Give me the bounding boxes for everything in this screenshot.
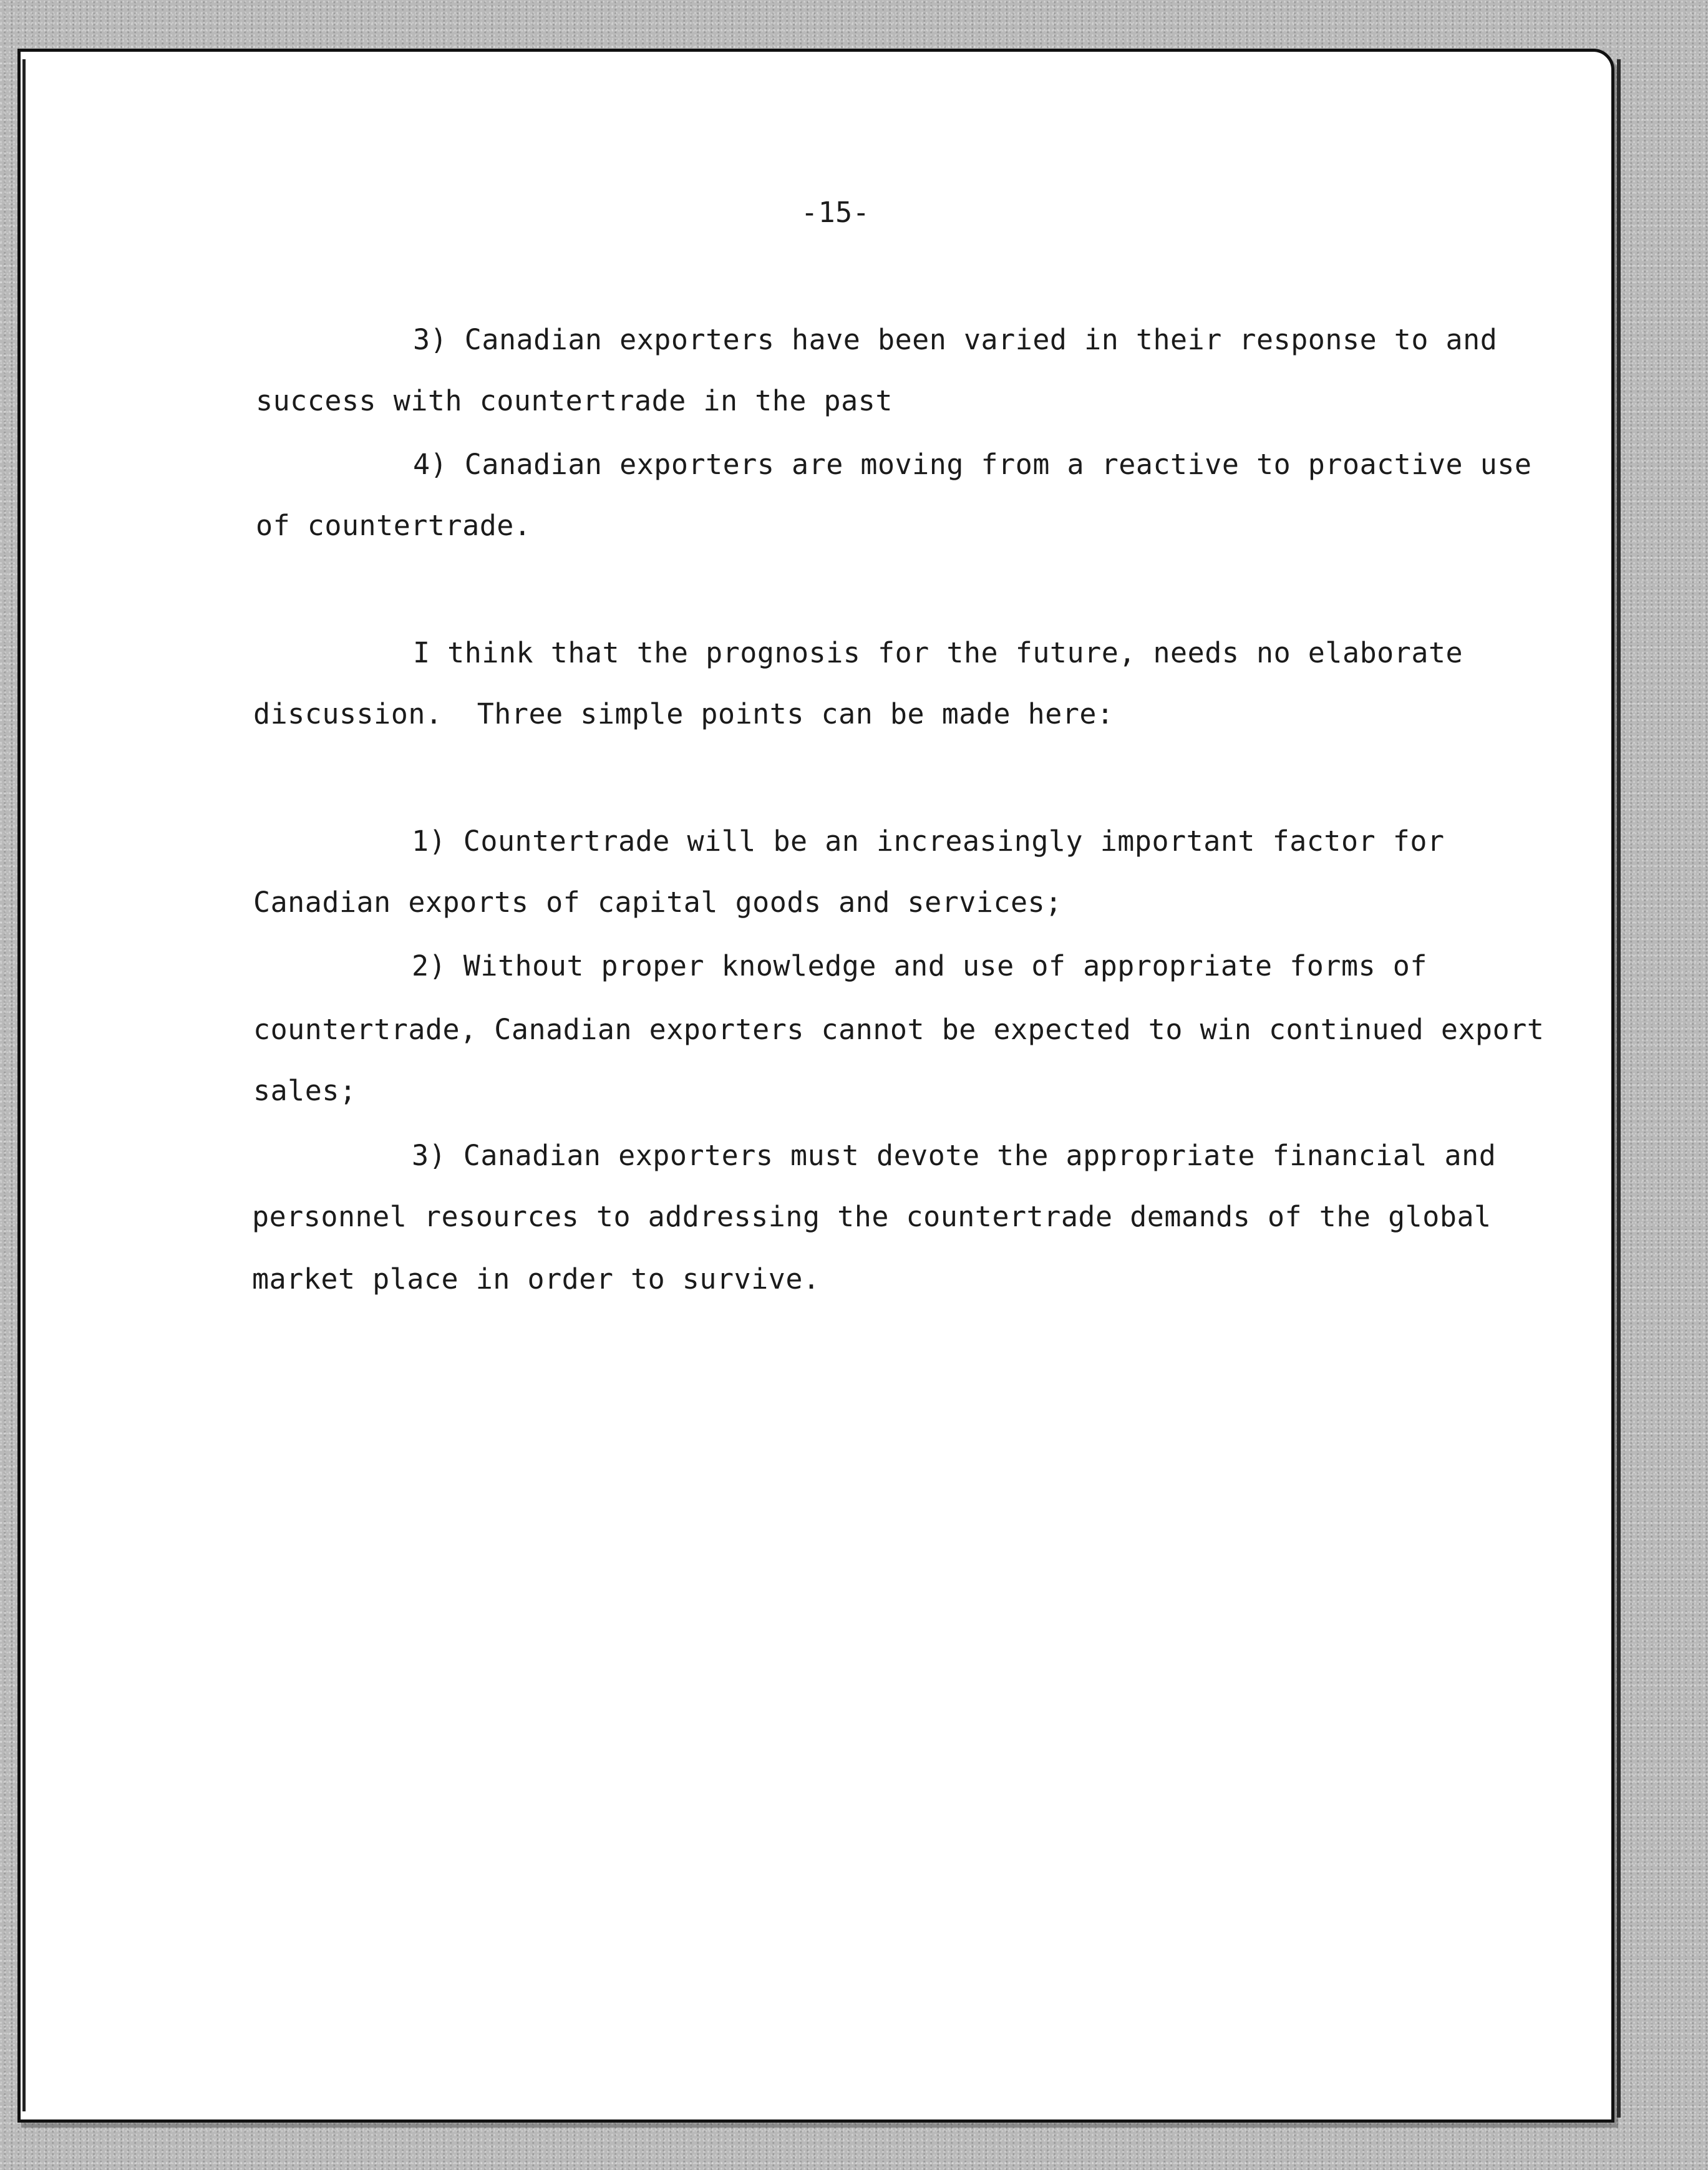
future-point-1-line-1: 1) Countertrade will be an increasingly important factor for	[412, 825, 1445, 858]
point-4-line-2: of countertrade.	[256, 509, 531, 542]
future-point-3-line-3: market place in order to survive.	[252, 1262, 820, 1296]
page-right-edge	[1617, 59, 1621, 2118]
future-point-2-line-2: countertrade, Canadian exporters cannot be expected to win continued export	[253, 1013, 1545, 1046]
future-point-2-line-3: sales;	[253, 1074, 357, 1107]
future-point-3-line-2: personnel resources to addressing the countertrade demands of the global	[252, 1200, 1492, 1233]
prognosis-line-2: discussion. Three simple points can be made here:	[253, 697, 1114, 730]
point-3-line-2: success with countertrade in the past	[256, 384, 893, 417]
future-point-3-line-1: 3) Canadian exporters must devote the appropriate financial and	[412, 1139, 1497, 1172]
page-number: -15-	[801, 196, 870, 229]
binding-edge	[22, 59, 26, 2111]
point-3-line-1: 3) Canadian exporters have been varied in their response to and	[413, 323, 1498, 356]
prognosis-line-1: I think that the prognosis for the future, needs no elaborate	[413, 636, 1463, 669]
future-point-2-line-1: 2) Without proper knowledge and use of appropriate forms of	[412, 949, 1427, 982]
point-4-line-1: 4) Canadian exporters are moving from a reactive to proactive use	[413, 448, 1532, 481]
future-point-1-line-2: Canadian exports of capital goods and services;	[253, 886, 1062, 919]
